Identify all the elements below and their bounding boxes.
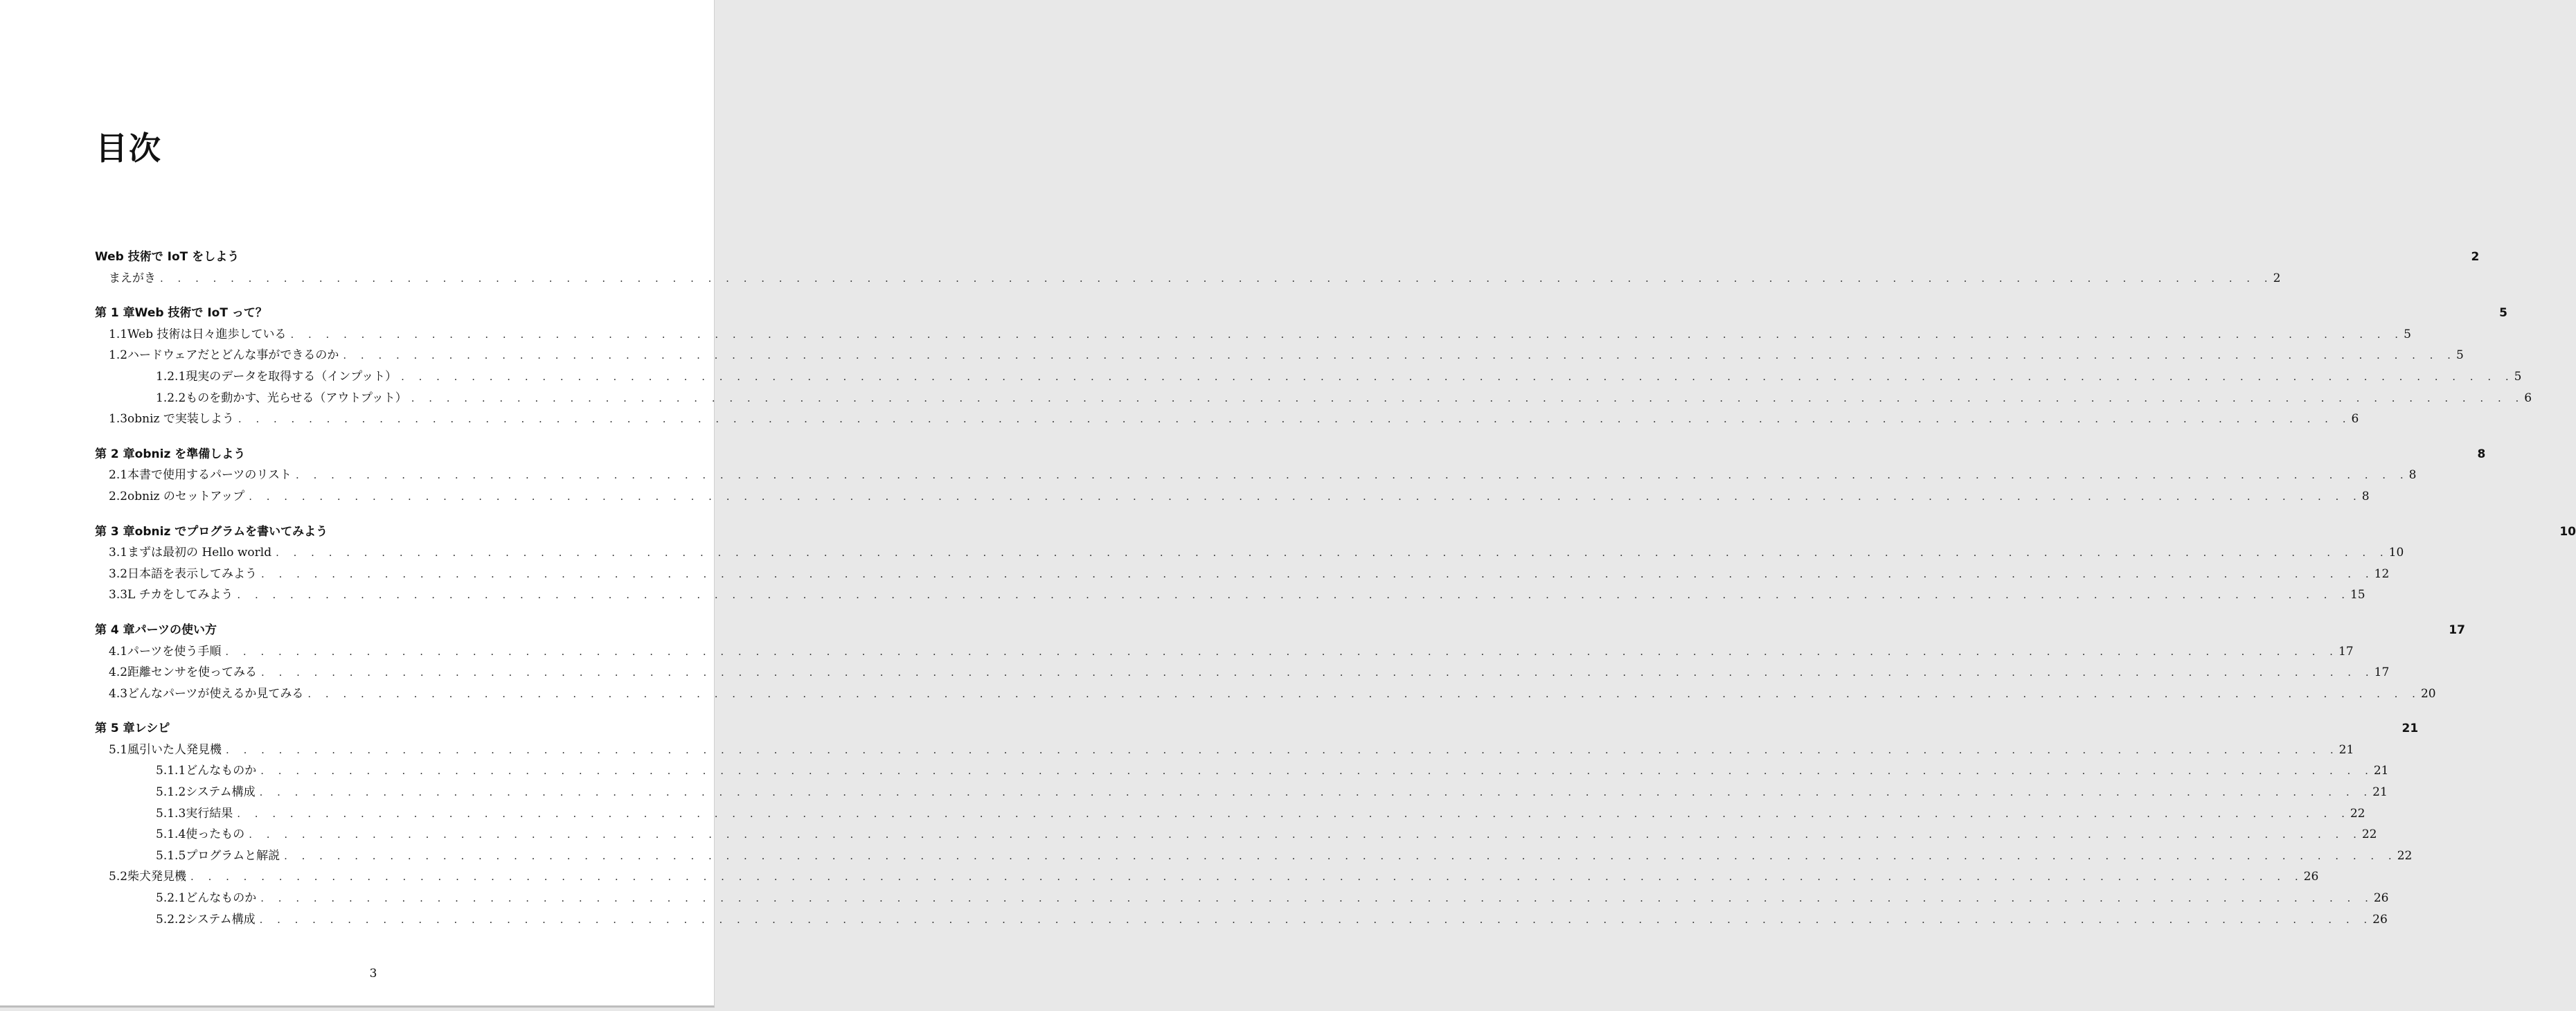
toc-entry-page: 2 bbox=[2273, 271, 2281, 285]
dot-leader: . . . . . . . . . . . . . . . . . . . . . . . . . . . . . . . . . . . . . . . . . . . . . . . . . . . . . . . . . . . . . . . . . . . . . . . . . . . . . . . . . . . . . . . . . . . . . . . . . . . . . . . . . . . . . . . . . . . . . . . . bbox=[249, 828, 2362, 841]
toc-entry-label: Web 技術で IoT をしよう bbox=[95, 247, 243, 268]
toc-entry-label: システム構成 bbox=[186, 909, 259, 931]
toc-entry[interactable] bbox=[95, 465, 2417, 486]
toc-entry[interactable] bbox=[95, 782, 2388, 803]
toc-entry[interactable] bbox=[95, 683, 2436, 705]
toc-entry[interactable] bbox=[95, 888, 2389, 909]
toc-entry-label: 現実のデータを取得する（インプット） bbox=[186, 366, 401, 388]
toc-entry-label: L チカをしてみよう bbox=[127, 584, 237, 606]
dot-leader: . . . . . . . . . . . . . . . . . . . . . . . . . . . . . . . . . . . . . . . . . . . . . . . . . . . . . . . . . . . . . . . . . . . . . . . . . . . . . . . . . . . . . . . . . . . . . . . . . . . . . . . . . . . . . . . . . . . . . . . . bbox=[249, 490, 2362, 503]
toc-entry[interactable] bbox=[95, 564, 2390, 585]
toc-entry-page: 21 bbox=[2373, 764, 2389, 778]
toc-entry-label: Web 技術で IoT って？ bbox=[135, 303, 271, 324]
toc-entry-number: 3.1 bbox=[109, 546, 128, 560]
toc-entry-page: 8 bbox=[2477, 447, 2486, 461]
toc-entry-number: 3.2 bbox=[109, 566, 128, 581]
dot-leader: . . . . . . . . . . . . . . . . . . . . . . . . . . . . . . . . . . . . . . . . . . . . . . . . . . . . . . . . . . . . . . . . . . . . . . . . . . . . . . . . . . . . . . . . . . . . . . . . . . . . . . . . . . . . . . . . . . . . . . . . bbox=[401, 370, 2514, 383]
dot-leader: . . . . . . . . . . . . . . . . . . . . . . . . . . . . . . . . . . . . . . . . . . . . . . . . . . . . . . . . . . . . . . . . . . . . . . . . . . . . . . . . . . . . . . . . . . . . . . . . . . . . . . . . . . . . . . . . . . . . . . . . bbox=[411, 391, 2525, 404]
table-of-contents bbox=[95, 247, 2576, 930]
toc-entry-label: どんなものか bbox=[186, 888, 260, 909]
toc-entry-number: 5.2 bbox=[109, 870, 128, 884]
toc-entry[interactable] bbox=[95, 909, 2388, 931]
toc-entry-number: 4.2 bbox=[109, 665, 128, 680]
toc-entry[interactable] bbox=[95, 740, 2354, 761]
dot-leader: . . . . . . . . . . . . . . . . . . . . . . . . . . . . . . . . . . . . . . . . . . . . . . . . . . . . . . . . . . . . . . . . . . . . . . . . . . . . . . . . . . . . . . . . . . . . . . . . . . . . . . . . . . . . . . . . . . . . . . . . bbox=[237, 589, 2350, 602]
toc-entry-number: 2.1 bbox=[109, 468, 128, 483]
toc-entry-page: 17 bbox=[2449, 623, 2465, 637]
toc-entry-page: 5 bbox=[2514, 369, 2522, 384]
toc-entry[interactable] bbox=[95, 718, 2419, 740]
toc-entry-number: 1.3 bbox=[109, 412, 128, 427]
toc-entry-number: 第 5 章 bbox=[95, 722, 135, 736]
dot-leader: . . . . . . . . . . . . . . . . . . . . . . . . . . . . . . . . . . . . . . . . . . . . . . . . . . . . . . . . . . . . . . . . . . . . . . . . . . . . . . . . . . . . . . . . . . . . . . . . . . . . . . . . . . . . . . . . . . . . . . . . bbox=[284, 849, 2397, 862]
toc-entry-label: 本書で使用するパーツのリスト bbox=[127, 465, 296, 486]
toc-entry[interactable] bbox=[95, 486, 2370, 508]
toc-entry[interactable] bbox=[95, 641, 2354, 663]
toc-entry-label: 使ったもの bbox=[186, 824, 249, 846]
toc-entry-number: 5.1.5 bbox=[156, 848, 186, 863]
dot-leader: . . . . . . . . . . . . . . . . . . . . . . . . . . . . . . . . . . . . . . . . . . . . . . . . . . . . . . . . . . . . . . . . . . . . . . . . . . . . . . . . . . . . . . . . . . . . . . . . . . . . . . . . . . . . . . . . . . . . . . . . bbox=[190, 870, 2304, 884]
toc-entry-label: obniz を準備しよう bbox=[135, 444, 250, 465]
toc-entry-page: 12 bbox=[2374, 566, 2390, 581]
toc-entry-page: 6 bbox=[2524, 391, 2532, 405]
toc-entry[interactable] bbox=[95, 803, 2365, 825]
toc-entry-number: 第 4 章 bbox=[95, 623, 135, 637]
toc-entry[interactable] bbox=[95, 444, 2486, 465]
toc-entry-label: まえがき bbox=[95, 268, 160, 289]
toc-entry-label: Web 技術は日々進歩している bbox=[127, 324, 290, 346]
toc-entry-label: ものを動かす、光らせる（アウトプット） bbox=[186, 388, 411, 409]
toc-entry-page: 21 bbox=[2401, 722, 2419, 736]
toc-entry-page: 10 bbox=[2559, 524, 2576, 539]
dot-leader: . . . . . . . . . . . . . . . . . . . . . . . . . . . . . . . . . . . . . . . . . . . . . . . . . . . . . . . . . . . . . . . . . . . . . . . . . . . . . . . . . . . . . . . . . . . . . . . . . . . . . . . . . . . . . . . . . . . . . . . . bbox=[226, 743, 2339, 756]
toc-entry-page: 5 bbox=[2404, 327, 2411, 341]
dot-leader: . . . . . . . . . . . . . . . . . . . . . . . . . . . . . . . . . . . . . . . . . . . . . . . . . . . . . . . . . . . . . . . . . . . . . . . . . . . . . . . . . . . . . . . . . . . . . . . . . . . . . . . . . . . . . . . . . . . . . . . . bbox=[343, 349, 2456, 362]
toc-entry-label: システム構成 bbox=[186, 782, 259, 803]
toc-entry-label: レシピ bbox=[135, 718, 175, 740]
toc-entry[interactable] bbox=[95, 760, 2389, 782]
toc-entry[interactable] bbox=[95, 521, 2576, 543]
dot-leader: . . . . . . . . . . . . . . . . . . . . . . . . . . . . . . . . . . . . . . . . . . . . . . . . . . . . . . . . . . . . . . . . . . . . . . . . . . . . . . . . . . . . . . . . . . . . . . . . . . . . . . . . . . . . . . . . . . . . . . . . bbox=[307, 687, 2421, 700]
dot-leader: . . . . . . . . . . . . . . . . . . . . . . . . . . . . . . . . . . . . . . . . . . . . . . . . . . . . . . . . . . . . . . . . . . . . . . . . . . . . . . . . . . . . . . . . . . . . . . . . . . . . . . . . . . . . . . . . . . . . . . . . bbox=[260, 764, 2374, 778]
toc-entry-page: 21 bbox=[2372, 785, 2388, 800]
toc-entry[interactable] bbox=[95, 846, 2413, 867]
toc-entry-label: 柴犬発見機 bbox=[127, 866, 190, 888]
toc-entry-page: 21 bbox=[2338, 742, 2354, 757]
toc-entry-number: 5.2.2 bbox=[156, 912, 186, 927]
toc-entry[interactable] bbox=[95, 824, 2377, 846]
dot-leader: . . . . . . . . . . . . . . . . . . . . . . . . . . . . . . . . . . . . . . . . . . . . . . . . . . . . . . . . . . . . . . . . . . . . . . . . . . . . . . . . . . . . . . . . . . . . . . . . . . . . . . . . . . . . . . . . . . . . . . . . bbox=[237, 807, 2350, 820]
toc-entry-label: どんなものか bbox=[186, 760, 260, 782]
toc-entry-number: 4.3 bbox=[109, 686, 128, 701]
toc-entry-label: obniz で実装しよう bbox=[127, 409, 238, 430]
toc-entry[interactable] bbox=[95, 662, 2390, 683]
toc-entry[interactable] bbox=[95, 366, 2522, 388]
toc-entry[interactable] bbox=[95, 584, 2365, 606]
dot-leader: . . . . . . . . . . . . . . . . . . . . . . . . . . . . . . . . . . . . . . . . . . . . . . . . . . . . . . . . . . . . . . . . . . . . . . . . . . . . . . . . . . . . . . . . . . . . . . . . . . . . . . . . . . . . . . . . . . . . . . . . bbox=[276, 546, 2389, 560]
toc-entry-page: 6 bbox=[2351, 412, 2359, 427]
dot-leader: . . . . . . . . . . . . . . . . . . . . . . . . . . . . . . . . . . . . . . . . . . . . . . . . . . . . . . . . . . . . . . . . . . . . . . . . . . . . . . . . . . . . . . . . . . . . . . . . . . . . . . . . . . . . . . . . . . . . . . . . bbox=[259, 913, 2373, 926]
toc-entry-page: 22 bbox=[2361, 827, 2377, 842]
toc-entry-number: 第 3 章 bbox=[95, 524, 135, 539]
toc-entry-page: 17 bbox=[2374, 665, 2390, 680]
toc-entry-page: 22 bbox=[2397, 848, 2413, 863]
toc-entry-page: 5 bbox=[2456, 348, 2464, 363]
toc-entry-number: 第 1 章 bbox=[95, 306, 135, 321]
toc-entry-page: 8 bbox=[2408, 468, 2417, 483]
toc-entry[interactable] bbox=[95, 345, 2464, 366]
dot-leader: . . . . . . . . . . . . . . . . . . . . . . . . . . . . . . . . . . . . . . . . . . . . . . . . . . . . . . . . . . . . . . . . . . . . . . . . . . . . . . . . . . . . . . . . . . . . . . . . . . . . . . . . . . . . . . . . . . . . . . . . bbox=[238, 413, 2352, 426]
toc-entry[interactable] bbox=[95, 247, 2480, 268]
toc-entry[interactable] bbox=[95, 866, 2319, 888]
toc-entry-number: 1.2.1 bbox=[156, 369, 186, 384]
dot-leader: . . . . . . . . . . . . . . . . . . . . . . . . . . . . . . . . . . . . . . . . . . . . . . . . . . . . . . . . . . . . . . . . . . . . . . . . . . . . . . . . . . . . . . . . . . . . . . . . . . . . . . . . . . . . . . . . . . . . . . . . bbox=[261, 567, 2374, 580]
toc-entry-label: パーツの使い方 bbox=[135, 620, 221, 641]
toc-entry-label: まずは最初の Hello world bbox=[127, 542, 276, 564]
toc-entry-page: 20 bbox=[2420, 686, 2436, 701]
toc-entry-page: 17 bbox=[2338, 644, 2354, 659]
toc-entry[interactable] bbox=[95, 409, 2359, 430]
toc-entry-page: 26 bbox=[2303, 870, 2319, 884]
toc-entry-page: 15 bbox=[2350, 588, 2365, 602]
toc-entry-page: 2 bbox=[2471, 250, 2480, 264]
toc-entry-number: 1.1 bbox=[109, 327, 128, 341]
toc-entry[interactable] bbox=[95, 303, 2507, 324]
toc-entry-number: 2.2 bbox=[109, 489, 128, 503]
toc-entry-number: 5.1.4 bbox=[156, 827, 186, 842]
toc-entry-page: 26 bbox=[2373, 891, 2389, 906]
toc-entry-number: 4.1 bbox=[109, 644, 128, 659]
dot-leader: . . . . . . . . . . . . . . . . . . . . . . . . . . . . . . . . . . . . . . . . . . . . . . . . . . . . . . . . . . . . . . . . . . . . . . . . . . . . . . . . . . . . . . . . . . . . . . . . . . . . . . . . . . . . . . . . . . . . . . . . bbox=[290, 328, 2404, 341]
toc-entry-label: どんなパーツが使えるか見てみる bbox=[127, 683, 307, 705]
toc-entry-label: パーツを使う手順 bbox=[127, 641, 225, 663]
toc-entry-label: 風引いた人発見機 bbox=[127, 740, 226, 761]
toc-entry-number: 5.1 bbox=[109, 742, 128, 757]
toc-entry-page: 26 bbox=[2372, 912, 2388, 927]
toc-entry[interactable] bbox=[95, 324, 2411, 346]
page-number: 3 bbox=[369, 967, 377, 981]
toc-entry[interactable] bbox=[95, 388, 2532, 409]
dot-leader: . . . . . . . . . . . . . . . . . . . . . . . . . . . . . . . . . . . . . . . . . . . . . . . . . . . . . . . . . . . . . . . . . . . . . . . . . . . . . . . . . . . . . . . . . . . . . . . . . . . . . . . . . . . . . . . . . . . . . . . . bbox=[260, 892, 2374, 905]
toc-entry[interactable] bbox=[95, 620, 2465, 641]
toc-entry-page: 22 bbox=[2350, 806, 2365, 821]
dot-leader: . . . . . . . . . . . . . . . . . . . . . . . . . . . . . . . . . . . . . . . . . . . . . . . . . . . . . . . . . . . . . . . . . . . . . . . . . . . . . . . . . . . . . . . . . . . . . . . . . . . . . . . . . . . . . . . . . . . . . . . . bbox=[261, 666, 2374, 679]
toc-entry-number: 5.1.3 bbox=[156, 806, 186, 821]
dot-leader: . . . . . . . . . . . . . . . . . . . . . . . . . . . . . . . . . . . . . . . . . . . . . . . . . . . . . . . . . . . . . . . . . . . . . . . . . . . . . . . . . . . . . . . . . . . . . . . . . . . . . . . . . . . . . . . . . . . . . . . . bbox=[259, 786, 2373, 799]
toc-entry-page: 10 bbox=[2388, 546, 2404, 560]
toc-entry-number: 5.2.1 bbox=[156, 891, 186, 906]
toc-entry-label: 実行結果 bbox=[186, 803, 237, 825]
toc-entry-number: 1.2 bbox=[109, 348, 128, 363]
toc-entry-label: 距離センサを使ってみる bbox=[127, 662, 261, 683]
dot-leader: . . . . . . . . . . . . . . . . . . . . . . . . . . . . . . . . . . . . . . . . . . . . . . . . . . . . . . . . . . . . . . . . . . . . . . . . . . . . . . . . . . . . . . . . . . . . . . . . . . . . . . . . . . . . . . . . . . . . . . . . bbox=[160, 271, 2273, 285]
toc-entry-number: 3.3 bbox=[109, 588, 128, 602]
page-title: 目次 bbox=[96, 129, 162, 167]
toc-entry-page: 8 bbox=[2361, 489, 2370, 503]
toc-entry-page: 5 bbox=[2499, 306, 2507, 321]
toc-entry-label: プログラムと解説 bbox=[186, 846, 284, 867]
toc-entry-label: 日本語を表示してみよう bbox=[127, 564, 261, 585]
dot-leader: . . . . . . . . . . . . . . . . . . . . . . . . . . . . . . . . . . . . . . . . . . . . . . . . . . . . . . . . . . . . . . . . . . . . . . . . . . . . . . . . . . . . . . . . . . . . . . . . . . . . . . . . . . . . . . . . . . . . . . . . bbox=[225, 645, 2338, 658]
toc-entry-number: 5.1.2 bbox=[156, 785, 186, 800]
toc-entry-number: 第 2 章 bbox=[95, 447, 135, 461]
toc-entry[interactable] bbox=[95, 268, 2281, 289]
toc-entry-number: 5.1.1 bbox=[156, 764, 186, 778]
toc-entry-label: obniz でプログラムを書いてみよう bbox=[135, 521, 332, 543]
toc-entry[interactable] bbox=[95, 542, 2404, 564]
dot-leader: . . . . . . . . . . . . . . . . . . . . . . . . . . . . . . . . . . . . . . . . . . . . . . . . . . . . . . . . . . . . . . . . . . . . . . . . . . . . . . . . . . . . . . . . . . . . . . . . . . . . . . . . . . . . . . . . . . . . . . . . bbox=[296, 469, 2409, 482]
toc-entry-label: obniz のセットアップ bbox=[127, 486, 249, 508]
toc-entry-number: 1.2.2 bbox=[156, 391, 186, 405]
toc-entry-label: ハードウェアだとどんな事ができるのか bbox=[127, 345, 343, 366]
